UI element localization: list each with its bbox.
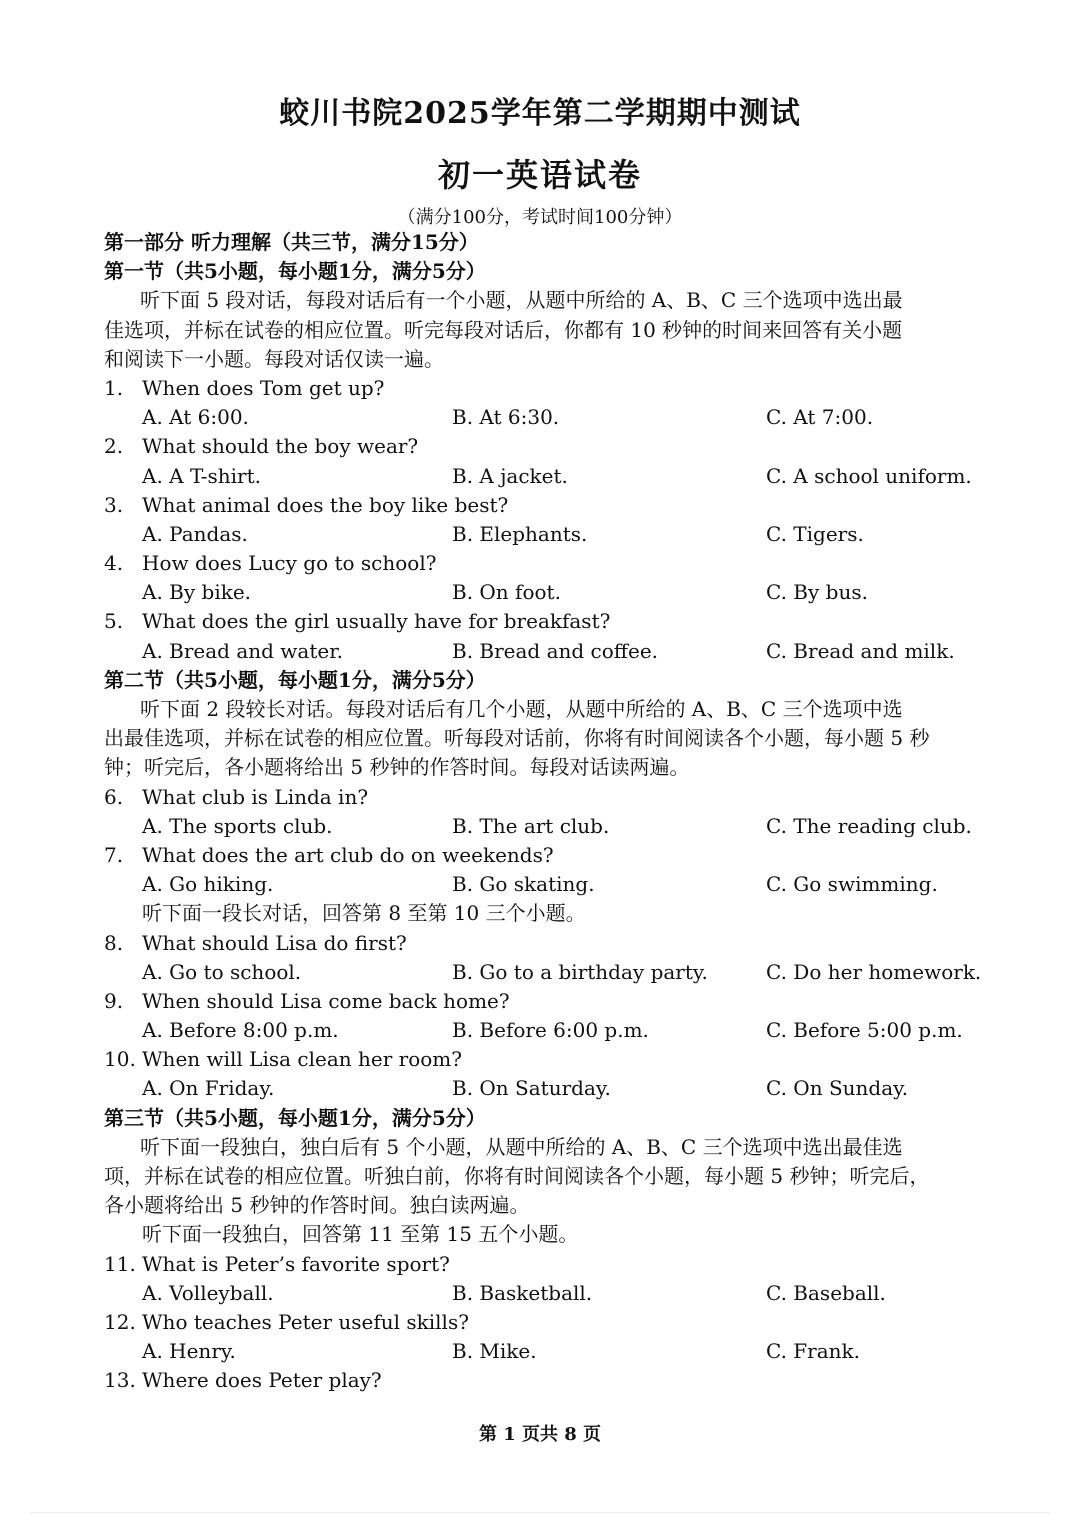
option-c: C. At 7:00.	[766, 405, 874, 430]
question-number: 11.	[104, 1251, 136, 1276]
option-a: A. By bike.	[142, 580, 252, 605]
option-c: C. The reading club.	[766, 813, 972, 838]
option-a: A. Go hiking.	[142, 872, 274, 897]
question-11-options	[104, 1279, 1004, 1308]
option-a: A. Bread and water.	[142, 638, 343, 663]
option-b: B. Bread and coffee.	[452, 638, 659, 663]
question-number: 12.	[104, 1309, 136, 1334]
question-7	[104, 841, 1004, 870]
instruction-line: 听下面 5 段对话，每段对话后有一个小题，从题中所给的 A、B、C 三个选项中选出最	[140, 288, 903, 313]
option-b: B. The art club.	[452, 813, 610, 838]
instruction-line: 钟；听完后，各小题将给出 5 秒钟的作答时间。每段对话读两遍。	[104, 755, 690, 780]
option-c: C. A school uniform.	[766, 463, 972, 488]
option-a: A. On Friday.	[142, 1076, 275, 1101]
option-a: A. Before 8:00 p.m.	[142, 1018, 339, 1043]
option-a: A. A T-shirt.	[142, 463, 261, 488]
option-b: B. On Saturday.	[452, 1076, 611, 1101]
question-number: 10.	[104, 1047, 136, 1072]
question-text: Where does Peter play?	[142, 1368, 382, 1393]
section2-note: 听下面一段长对话，回答第 8 至第 10 三个小题。	[142, 901, 586, 926]
question-text: What should the boy wear?	[142, 434, 419, 459]
section2-title: 第二节（共5小题，每小题1分，满分5分）	[104, 667, 486, 692]
question-number: 5.	[104, 609, 124, 634]
page-number-footer: 第 1 页共 8 页	[478, 1424, 602, 1445]
question-4-options	[104, 578, 1004, 607]
instruction-line: 各小题将给出 5 秒钟的作答时间。独白读两遍。	[104, 1193, 530, 1218]
page-bottom-rule	[30, 1512, 1050, 1513]
instruction-line: 项，并标在试卷的相应位置。听独白前，你将有时间阅读各个小题，每小题 5 秒钟；听完后，	[104, 1164, 930, 1188]
question-12-options	[104, 1337, 1004, 1366]
option-b: B. Mike.	[452, 1339, 537, 1364]
question-4	[104, 549, 1004, 578]
question-10-options	[104, 1074, 1004, 1103]
option-b: B. Go skating.	[452, 872, 595, 897]
instruction-line: 听下面 2 段较长对话。每段对话后有几个小题，从题中所给的 A、B、C 三个选项中选	[140, 697, 903, 721]
question-number: 6.	[104, 784, 124, 809]
option-a: A. Henry.	[142, 1339, 236, 1364]
question-8	[104, 929, 1004, 958]
question-1-options	[104, 403, 1004, 432]
question-12	[104, 1308, 1004, 1337]
question-text: Who teaches Peter useful skills?	[142, 1309, 469, 1334]
question-5	[104, 607, 1004, 636]
question-number: 3.	[104, 492, 124, 517]
instruction-line: 出最佳选项，并标在试卷的相应位置。听每段对话前，你将有时间阅读各个小题，每小题 5 秒	[104, 726, 930, 751]
question-text: When will Lisa clean her room?	[142, 1047, 462, 1072]
question-number: 4.	[104, 551, 124, 576]
question-11	[104, 1250, 1004, 1279]
question-number: 13.	[104, 1368, 136, 1393]
question-1	[104, 374, 1004, 403]
option-c: C. On Sunday.	[766, 1076, 909, 1101]
instruction-line: 佳选项，并标在试卷的相应位置。听完每段对话后，你都有 10 秒钟的时间来回答有关小题	[104, 317, 903, 342]
question-text: What is Peter’s favorite sport?	[142, 1251, 450, 1276]
question-text: What should Lisa do first?	[142, 930, 407, 955]
part1-title: 第一部分 听力理解（共三节，满分15分）	[104, 230, 479, 254]
question-number: 7.	[104, 842, 124, 867]
option-c: C. Bread and milk.	[766, 638, 955, 663]
question-2	[104, 432, 1004, 461]
option-b: B. A jacket.	[452, 463, 568, 488]
option-a: A. The sports club.	[142, 813, 333, 838]
question-text: How does Lucy go to school?	[142, 551, 437, 576]
question-3	[104, 491, 1004, 520]
option-c: C. Before 5:00 p.m.	[766, 1018, 963, 1043]
question-5-options	[104, 637, 1004, 666]
question-10	[104, 1045, 1004, 1074]
option-c: C. Tigers.	[766, 521, 864, 546]
section1-instructions	[104, 286, 1004, 374]
option-b: B. Basketball.	[452, 1280, 593, 1305]
question-number: 1.	[104, 375, 124, 400]
question-7-options	[104, 870, 1004, 899]
question-number: 9.	[104, 988, 124, 1013]
option-c: C. Frank.	[766, 1339, 861, 1364]
option-b: B. Before 6:00 p.m.	[452, 1018, 649, 1043]
school-title: 蛟川书院2025学年第二学期期中测试	[279, 96, 801, 131]
option-b: B. At 6:30.	[452, 405, 560, 430]
question-text: When should Lisa come back home?	[142, 988, 510, 1013]
option-a: A. Go to school.	[142, 959, 302, 984]
option-c: C. Go swimming.	[766, 872, 938, 897]
question-6	[104, 783, 1004, 812]
question-text: What club is Linda in?	[142, 784, 369, 809]
option-a: A. Volleyball.	[142, 1280, 274, 1305]
option-b: B. On foot.	[452, 580, 561, 605]
question-text: What animal does the boy like best?	[142, 492, 509, 517]
section1-title: 第一节（共5小题，每小题1分，满分5分）	[104, 259, 486, 284]
question-9-options	[104, 1016, 1004, 1045]
option-c: C. By bus.	[766, 580, 868, 605]
option-a: A. Pandas.	[142, 521, 248, 546]
question-13	[104, 1366, 1004, 1395]
question-text: What does the girl usually have for breakfast?	[142, 609, 611, 634]
instruction-line: 和阅读下一小题。每段对话仅读一遍。	[104, 346, 444, 371]
question-number: 2.	[104, 434, 124, 459]
instruction-line: 听下面一段独白，独白后有 5 个小题，从题中所给的 A、B、C 三个选项中选出最佳选	[140, 1134, 903, 1159]
paper-title: 初一英语试卷	[437, 156, 642, 194]
question-3-options	[104, 520, 1004, 549]
question-number: 8.	[104, 930, 124, 955]
exam-content	[104, 228, 1004, 1396]
question-6-options	[104, 812, 1004, 841]
option-b: B. Elephants.	[452, 521, 588, 546]
question-text: What does the art club do on weekends?	[142, 842, 554, 867]
option-c: C. Do her homework.	[766, 959, 982, 984]
option-a: A. At 6:00.	[142, 405, 249, 430]
section3-note: 听下面一段独白，回答第 11 至第 15 五个小题。	[142, 1222, 579, 1247]
question-text: When does Tom get up?	[142, 375, 385, 400]
paper-subtitle: （满分100分，考试时间100分钟）	[397, 207, 683, 228]
section2-instructions	[104, 695, 1004, 783]
section3-title: 第三节（共5小题，每小题1分，满分5分）	[104, 1105, 486, 1130]
question-2-options	[104, 462, 1004, 491]
section3-instructions	[104, 1133, 1004, 1221]
option-b: B. Go to a birthday party.	[452, 959, 708, 984]
question-8-options	[104, 958, 1004, 987]
question-9	[104, 987, 1004, 1016]
option-c: C. Baseball.	[766, 1280, 886, 1305]
